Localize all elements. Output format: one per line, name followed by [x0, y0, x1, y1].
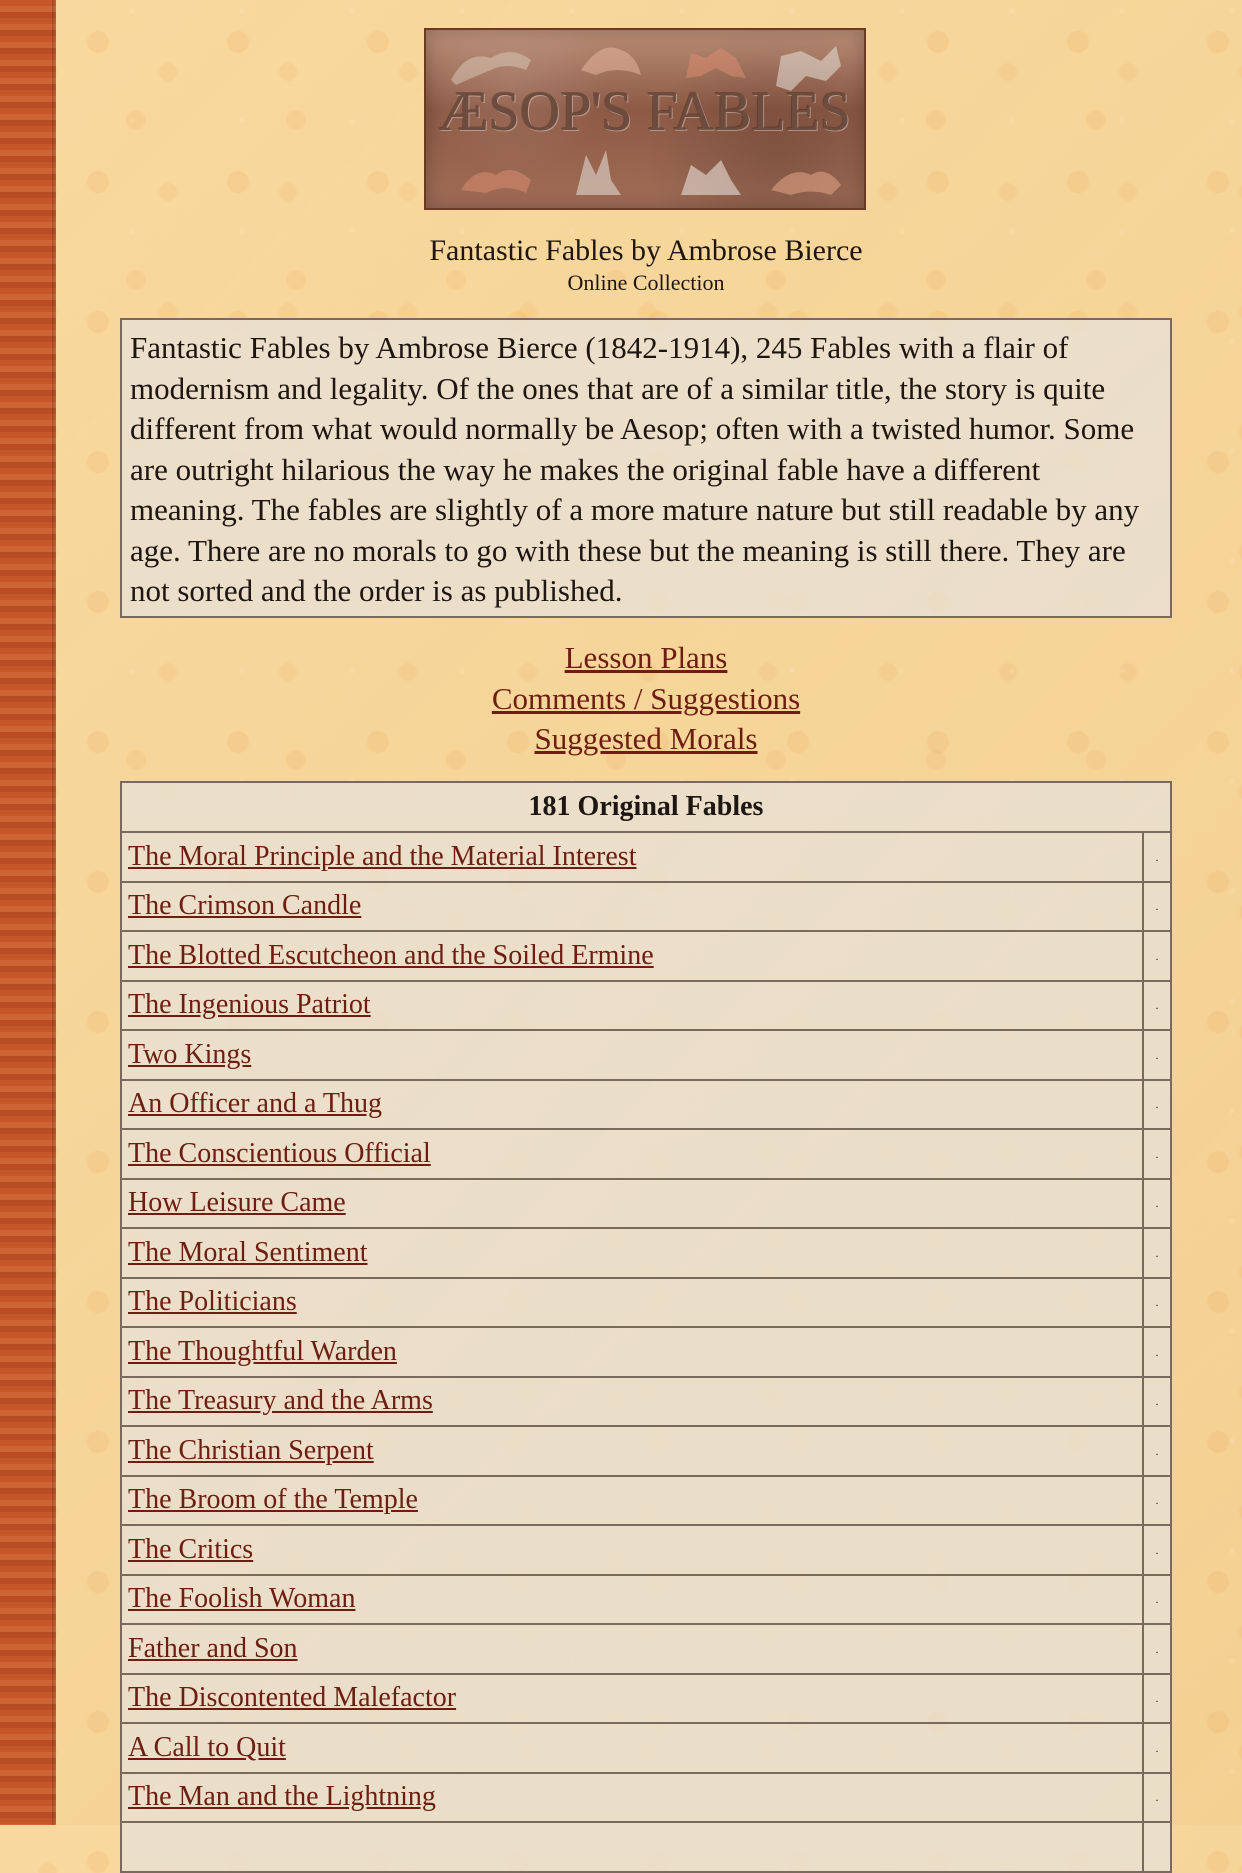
site-logo[interactable]	[424, 28, 866, 210]
table-row	[121, 1080, 1171, 1130]
logo-title: ÆSOP'S FABLES	[438, 81, 852, 143]
fable-title-cell	[121, 1822, 1143, 1872]
fable-title-cell	[121, 1129, 1143, 1179]
table-row	[121, 981, 1171, 1031]
fable-title-cell	[121, 1426, 1143, 1476]
table-row	[121, 1228, 1171, 1278]
row-marker-cell: .	[1143, 1179, 1171, 1229]
table-row	[121, 1129, 1171, 1179]
row-marker-cell: .	[1143, 981, 1171, 1031]
row-marker-cell: .	[1143, 1476, 1171, 1526]
row-marker-cell: .	[1143, 1723, 1171, 1773]
fable-title-cell	[121, 1674, 1143, 1724]
row-marker-cell: .	[1143, 1624, 1171, 1674]
fable-title-cell	[121, 882, 1143, 932]
row-marker-cell: .	[1143, 1129, 1171, 1179]
table-row	[121, 1476, 1171, 1526]
suggested-morals-link[interactable]: Suggested Morals	[534, 721, 758, 756]
fable-title-cell	[121, 1476, 1143, 1526]
fable-title-cell	[121, 981, 1143, 1031]
page-title: Fantastic Fables by Ambrose Bierce	[429, 234, 863, 267]
fable-link[interactable]: Father and Son	[128, 1632, 298, 1664]
rabbit-silhouette-icon	[566, 145, 626, 200]
fable-link[interactable]: The Blotted Escutcheon and the Soiled Ermine	[128, 939, 654, 971]
page-subtitle: Online Collection	[567, 270, 725, 295]
fable-link[interactable]: The Moral Sentiment	[128, 1236, 368, 1268]
table-row	[121, 882, 1171, 932]
fable-link[interactable]: The Thoughtful Warden	[128, 1335, 397, 1367]
table-row	[121, 1822, 1171, 1872]
row-marker-cell: .	[1143, 1030, 1171, 1080]
fables-table-body	[121, 832, 1171, 1872]
fables-table-header: 181 Original Fables	[121, 782, 1171, 832]
fable-title-cell	[121, 832, 1143, 882]
fable-link[interactable]: The Conscientious Official	[128, 1137, 431, 1169]
intro-description: Fantastic Fables by Ambrose Bierce (1842-1914), 245 Fables with a flair of modernism and legality. Of the ones that are of a similar title, the story is quite different from what would normally be Aesop; often with a twisted humor. Some are outright hilarious the way he makes the original fable have a different meaning. The fables are slightly of a more mature nature but still readable by any age. There are no morals to go with these but the meaning is still there. They are not sorted and the order is as published.	[120, 318, 1172, 618]
row-marker-cell: .	[1143, 931, 1171, 981]
table-row	[121, 832, 1171, 882]
row-marker-cell: .	[1143, 1080, 1171, 1130]
row-marker-cell: .	[1143, 1525, 1171, 1575]
fable-link[interactable]: A Call to Quit	[128, 1731, 286, 1763]
table-row	[121, 1773, 1171, 1823]
fable-title-cell	[121, 1377, 1143, 1427]
row-marker-cell: .	[1143, 1773, 1171, 1823]
row-marker-cell: .	[1143, 1426, 1171, 1476]
row-marker-cell: .	[1143, 1377, 1171, 1427]
lion-silhouette-icon	[766, 160, 846, 200]
fable-link[interactable]: The Critics	[128, 1533, 254, 1565]
table-row	[121, 1278, 1171, 1328]
table-row	[121, 1030, 1171, 1080]
row-marker-cell: .	[1143, 1674, 1171, 1724]
fables-table	[120, 781, 1172, 1873]
fable-title-cell	[121, 1773, 1143, 1823]
row-marker-cell: .	[1143, 1327, 1171, 1377]
fable-title-cell	[121, 1080, 1143, 1130]
table-row	[121, 931, 1171, 981]
table-row	[121, 1723, 1171, 1773]
fable-link[interactable]: The Broom of the Temple	[128, 1484, 418, 1516]
row-marker-cell: .	[1143, 1575, 1171, 1625]
decorative-side-strip	[0, 0, 56, 1825]
fable-link[interactable]: The Treasury and the Arms	[128, 1385, 433, 1417]
comments-suggestions-link[interactable]: Comments / Suggestions	[491, 680, 801, 716]
fable-link[interactable]: The Discontented Malefactor	[128, 1682, 457, 1714]
fable-title-cell	[121, 1624, 1143, 1674]
row-marker-cell: .	[1143, 1278, 1171, 1328]
lesson-plans-link[interactable]: Lesson Plans	[564, 640, 728, 675]
fable-link[interactable]: How Leisure Came	[128, 1187, 346, 1219]
table-row	[121, 1377, 1171, 1427]
fox-silhouette-icon	[456, 155, 536, 200]
fable-link[interactable]: The Man and the Lightning	[128, 1781, 436, 1813]
fable-link[interactable]: An Officer and a Thug	[128, 1088, 382, 1120]
table-row	[121, 1674, 1171, 1724]
fable-link[interactable]: The Crimson Candle	[128, 890, 362, 922]
fable-title-cell	[121, 1030, 1143, 1080]
table-row	[121, 1327, 1171, 1377]
table-row	[121, 1575, 1171, 1625]
table-row	[121, 1179, 1171, 1229]
fable-title-cell	[121, 1723, 1143, 1773]
fable-title-cell	[121, 1575, 1143, 1625]
fable-title-cell	[121, 1228, 1143, 1278]
table-row	[121, 1624, 1171, 1674]
row-marker-cell: .	[1143, 832, 1171, 882]
fable-title-cell	[121, 1525, 1143, 1575]
fable-link[interactable]: The Foolish Woman	[128, 1583, 356, 1615]
cat-silhouette-icon	[676, 150, 746, 200]
fable-link[interactable]: Two Kings	[128, 1038, 252, 1070]
fable-title-cell	[121, 1327, 1143, 1377]
fable-title-cell	[121, 931, 1143, 981]
table-row	[121, 1426, 1171, 1476]
fable-link[interactable]: The Ingenious Patriot	[128, 989, 371, 1021]
bird-silhouette-icon	[576, 35, 646, 85]
fable-title-cell	[121, 1179, 1143, 1229]
row-marker-cell: .	[1143, 1228, 1171, 1278]
fable-link[interactable]: The Politicians	[128, 1286, 297, 1318]
nav-links	[120, 638, 1172, 760]
fable-title-cell	[121, 1278, 1143, 1328]
fable-link[interactable]: The Christian Serpent	[128, 1434, 374, 1466]
row-marker-cell: .	[1143, 882, 1171, 932]
table-row	[121, 1525, 1171, 1575]
row-marker-cell	[1143, 1822, 1171, 1872]
fable-link[interactable]: The Moral Principle and the Material Interest	[128, 840, 637, 872]
logo-banner	[424, 28, 866, 210]
